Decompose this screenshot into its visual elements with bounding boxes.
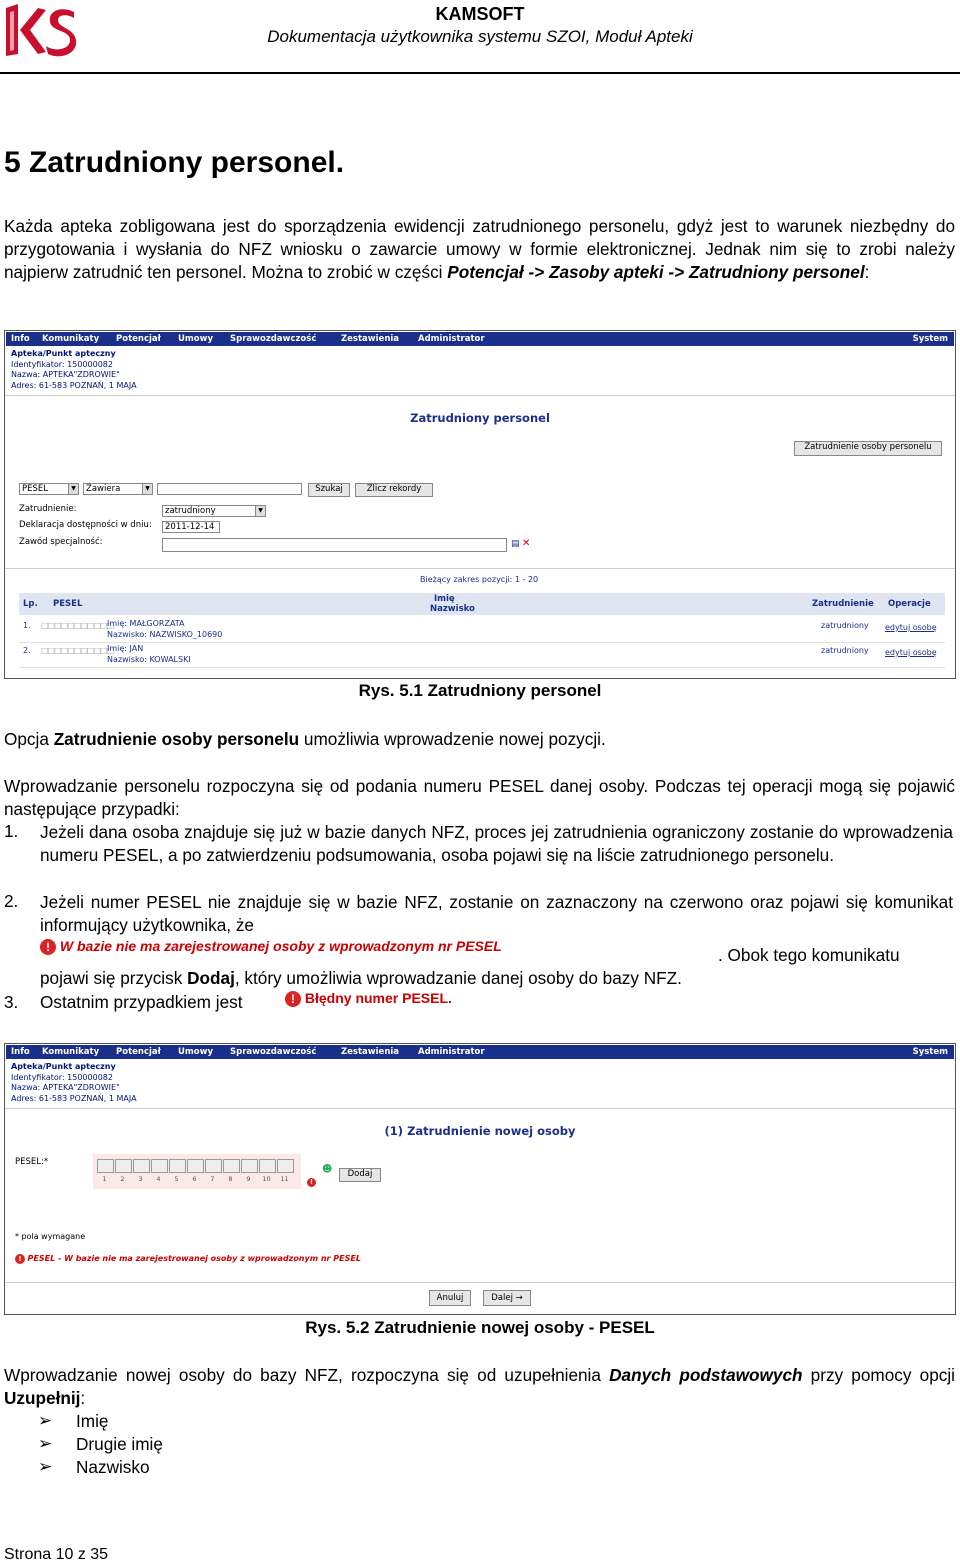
label-deklaracja: Deklaracja dostępności w dniu: bbox=[19, 520, 152, 530]
row-first-name: Imię: MAŁGORZATA bbox=[107, 619, 185, 628]
i2c-pre: pojawi się przycisk bbox=[40, 968, 188, 988]
filter-field-select[interactable] bbox=[19, 483, 79, 495]
menu-system[interactable]: System bbox=[912, 334, 948, 344]
list-number-1: 1. bbox=[4, 821, 19, 841]
chevron-down-icon: ▼ bbox=[142, 484, 152, 494]
edit-person-link[interactable]: edytuj osobę bbox=[885, 648, 937, 657]
filter-field-value: PESEL bbox=[22, 484, 48, 494]
p2-pre: Opcja bbox=[4, 729, 54, 749]
section-title: 5 Zatrudniony personel. bbox=[4, 146, 345, 179]
list-item-2-cont: . Obok tego komunikatu bbox=[718, 945, 900, 965]
info-id: Identyfikator: 150000082 bbox=[11, 1072, 113, 1082]
pesel-digit-input[interactable] bbox=[169, 1159, 186, 1173]
page-number: Strona 10 z 35 bbox=[4, 1546, 109, 1563]
pesel-digit-input[interactable] bbox=[205, 1159, 222, 1173]
menu-sprawozdawczosc[interactable]: Sprawozdawczość bbox=[230, 1047, 317, 1057]
pesel-digit-input[interactable] bbox=[133, 1159, 150, 1173]
info-divider bbox=[5, 395, 955, 396]
info-title: Apteka/Punkt apteczny bbox=[11, 349, 116, 358]
chevron-down-icon: ▼ bbox=[68, 484, 78, 494]
bullet-item: Nazwisko bbox=[76, 1457, 150, 1477]
intro-text: Każda apteka zobligowana jest do sporządzenia ewidencji zatrudnionego personelu, gdyż jest to warunek niezbędny do przygotowania i wysłania do NFZ wniosku o zawarcie umowy w formie elektronicznej. Jednak nim się to zrobi należy najpierw zatrudnić ten personel. Można to zrobić w części bbox=[4, 216, 955, 282]
employment-select[interactable] bbox=[162, 505, 266, 517]
list-icon[interactable]: ▤ bbox=[511, 539, 520, 549]
table-row bbox=[19, 618, 945, 643]
row-last-name: Nazwisko: NAZWISKO_10690 bbox=[107, 630, 223, 639]
bad-pesel-message: Błędny numer PESEL. bbox=[304, 990, 452, 1006]
table-header bbox=[19, 593, 945, 615]
menu-path: Potencjał -> Zasoby apteki -> Zatrudniony personel bbox=[447, 262, 865, 282]
list-item-3: Ostatnim przypadkiem jest bbox=[40, 992, 243, 1012]
error-icon: ! bbox=[40, 939, 56, 955]
employment-value: zatrudniony bbox=[165, 506, 216, 516]
digit-number: 3 bbox=[138, 1175, 143, 1183]
label-pesel: PESEL:* bbox=[15, 1157, 49, 1167]
field-error-icon: ! bbox=[307, 1178, 316, 1187]
error-icon: ! bbox=[285, 991, 301, 1007]
digit-number: 9 bbox=[246, 1175, 251, 1183]
list-number-3: 3. bbox=[4, 992, 19, 1012]
required-note: * pola wymagane bbox=[15, 1232, 86, 1241]
row-last-name: Nazwisko: KOWALSKI bbox=[107, 655, 191, 664]
cancel-button[interactable]: Anuluj bbox=[429, 1290, 471, 1306]
menu-umowy[interactable]: Umowy bbox=[178, 1047, 213, 1057]
p4-basic-data: Danych podstawowych bbox=[609, 1365, 803, 1385]
label-zawod: Zawód specjalność: bbox=[19, 537, 103, 547]
p4-pre: Wprowadzanie nowej osoby do bazy NFZ, rozpoczyna się od uzupełnienia bbox=[4, 1365, 610, 1385]
profession-input[interactable] bbox=[162, 538, 507, 552]
digit-number: 10 bbox=[262, 1175, 271, 1183]
list-item-2: Jeżeli numer PESEL nie znajduje się w bazie NFZ, zostanie on zaznaczony na czerwono oraz pojawi się komunikat informujący użytkownika, że bbox=[40, 892, 953, 935]
screenshot-new-employee bbox=[4, 1043, 956, 1315]
document-subtitle: Dokumentacja użytkownika systemu SZOI, Moduł Apteki bbox=[267, 27, 693, 46]
person-icon: ☻ bbox=[322, 1164, 333, 1175]
add-personnel-button[interactable]: Zatrudnienie osoby personelu bbox=[794, 441, 942, 456]
pharmacy-info bbox=[11, 349, 137, 391]
row-lp: 2. bbox=[23, 646, 31, 655]
col-zatrudnienie: Zatrudnienie bbox=[812, 599, 874, 609]
label-zatrudnienie: Zatrudnienie: bbox=[19, 504, 77, 514]
menu-info[interactable]: Info bbox=[11, 1047, 30, 1057]
arrow-bullet-icon: ➢ bbox=[38, 1411, 53, 1430]
list-number-2: 2. bbox=[4, 891, 19, 911]
info-id: Identyfikator: 150000082 bbox=[11, 359, 113, 369]
screen-title: (1) Zatrudnienie nowej osoby bbox=[384, 1124, 576, 1138]
form-error-text: PESEL - W bazie nie ma zarejestrowanej osoby z wprowadzonym nr PESEL bbox=[27, 1254, 361, 1263]
add-person-button[interactable]: Dodaj bbox=[339, 1168, 381, 1182]
search-button[interactable]: Szukaj bbox=[308, 483, 350, 497]
info-divider bbox=[5, 1108, 955, 1109]
digit-number: 11 bbox=[280, 1175, 289, 1183]
menu-administrator[interactable]: Administrator bbox=[418, 1047, 485, 1057]
i2c-button-name: Dodaj bbox=[187, 968, 235, 988]
pesel-digit-input[interactable] bbox=[97, 1159, 114, 1173]
row-pesel: □□□□□□□□□□□ bbox=[41, 646, 114, 655]
p4-option: Uzupełnij bbox=[4, 1388, 81, 1408]
menu-potencjal[interactable]: Potencjał bbox=[116, 334, 161, 344]
digit-number: 7 bbox=[210, 1175, 215, 1183]
pesel-digit-input[interactable] bbox=[223, 1159, 240, 1173]
declaration-date-input[interactable]: 2011-12-14 bbox=[162, 521, 220, 533]
menu-bar bbox=[6, 1045, 954, 1059]
info-address: Adres: 61-583 POZNAŃ, 1 MAJA bbox=[11, 380, 137, 390]
range-info: Bieżący zakres pozycji: 1 - 20 bbox=[420, 575, 539, 584]
filter-operator-select[interactable] bbox=[83, 483, 153, 495]
no-person-message: W bazie nie ma zarejestrowanej osoby z wprowadzonym nr PESEL bbox=[59, 938, 502, 954]
header-divider bbox=[0, 72, 960, 74]
digit-number: 2 bbox=[120, 1175, 125, 1183]
arrow-bullet-icon: ➢ bbox=[38, 1434, 53, 1453]
screen-title: Zatrudniony personel bbox=[410, 411, 550, 425]
row-status: zatrudniony bbox=[821, 621, 869, 630]
info-name: Nazwa: APTEKA"ZDROWIE" bbox=[11, 370, 120, 379]
edit-person-link[interactable]: edytuj osobę bbox=[885, 623, 937, 632]
footer-divider bbox=[5, 1282, 955, 1283]
pesel-digit-input[interactable] bbox=[115, 1159, 132, 1173]
company-name: KAMSOFT bbox=[435, 4, 525, 24]
row-pesel: □□□□□□□□□□□ bbox=[41, 621, 114, 630]
menu-komunikaty[interactable]: Komunikaty bbox=[42, 1047, 100, 1057]
intro-end: : bbox=[864, 262, 870, 282]
menu-zestawienia[interactable]: Zestawienia bbox=[341, 1047, 400, 1057]
error-icon: ! bbox=[15, 1254, 25, 1264]
p2-option: Zatrudnienie osoby personelu bbox=[53, 729, 300, 749]
list-item-1: Jeżeli dana osoba znajduje się już w bazie danych NFZ, proces jej zatrudnienia ograniczony zostanie do wprowadzenia numeru PESEL, a po zatwierdzeniu podsumowania, osoba pojawi się na liście zatrudnionego personelu. bbox=[40, 822, 953, 865]
form-error bbox=[15, 1254, 361, 1264]
col-operacje: Operacje bbox=[888, 599, 931, 609]
arrow-bullet-icon: ➢ bbox=[38, 1457, 53, 1476]
pesel-digit-input[interactable] bbox=[277, 1159, 294, 1173]
pesel-digit-input[interactable] bbox=[187, 1159, 204, 1173]
list-item-2-end bbox=[40, 968, 682, 989]
bullet-item: Imię bbox=[76, 1411, 109, 1431]
row-lp: 1. bbox=[23, 621, 31, 630]
pesel-digit-input[interactable] bbox=[151, 1159, 168, 1173]
row-first-name: Imię: JAN bbox=[107, 644, 144, 653]
figure-caption-2: Rys. 5.2 Zatrudnienie nowej osoby - PESEL bbox=[305, 1318, 655, 1337]
menu-komunikaty[interactable]: Komunikaty bbox=[42, 334, 100, 344]
menu-bar bbox=[6, 332, 954, 346]
menu-administrator[interactable]: Administrator bbox=[418, 334, 485, 344]
digit-number: 5 bbox=[174, 1175, 179, 1183]
col-pesel[interactable]: PESEL bbox=[53, 599, 83, 609]
filter-divider bbox=[5, 568, 955, 569]
next-button[interactable]: Dalej → bbox=[483, 1290, 531, 1306]
col-nazwisko[interactable]: Nazwisko bbox=[430, 604, 475, 614]
data-entry-paragraph bbox=[4, 1364, 955, 1410]
menu-sprawozdawczosc[interactable]: Sprawozdawczość bbox=[230, 334, 317, 344]
bullet-item: Drugie imię bbox=[76, 1434, 163, 1454]
p2-post: umożliwia wprowadzenie nowej pozycji. bbox=[299, 729, 606, 749]
menu-zestawienia[interactable]: Zestawienia bbox=[341, 334, 400, 344]
info-address: Adres: 61-583 POZNAŃ, 1 MAJA bbox=[11, 1093, 137, 1103]
filter-operator-value: Zawiera bbox=[86, 484, 121, 494]
table-row bbox=[19, 643, 945, 668]
menu-potencjal[interactable]: Potencjał bbox=[116, 1047, 161, 1057]
menu-system[interactable]: System bbox=[912, 1047, 948, 1057]
intro-paragraph bbox=[4, 215, 955, 284]
pesel-digit-input[interactable] bbox=[241, 1159, 258, 1173]
digit-number: 4 bbox=[156, 1175, 161, 1183]
screenshot-personnel-list bbox=[4, 330, 956, 679]
count-records-button[interactable]: Zlicz rekordy bbox=[355, 483, 433, 497]
i2c-post: , który umożliwia wprowadzanie danej osoby do bazy NFZ. bbox=[234, 968, 682, 988]
bad-pesel-image bbox=[285, 990, 452, 1007]
menu-info[interactable]: Info bbox=[11, 334, 30, 344]
digit-number: 6 bbox=[192, 1175, 197, 1183]
p4-mid: przy pomocy opcji bbox=[802, 1365, 955, 1385]
info-title: Apteka/Punkt apteczny bbox=[11, 1062, 116, 1071]
col-lp: Lp. bbox=[23, 599, 38, 609]
pesel-paragraph: Wprowadzanie personelu rozpoczyna się od podania numeru PESEL danej osoby. Podczas tej operacji mogą się pojawić następujące przypadki: bbox=[4, 776, 955, 819]
p4-post: : bbox=[80, 1388, 86, 1408]
pharmacy-info bbox=[11, 1062, 137, 1104]
digit-number: 1 bbox=[102, 1175, 107, 1183]
pesel-digit-input[interactable] bbox=[259, 1159, 276, 1173]
clear-icon[interactable]: ✕ bbox=[522, 538, 531, 549]
error-message-image bbox=[40, 938, 502, 955]
option-paragraph bbox=[4, 728, 955, 751]
menu-umowy[interactable]: Umowy bbox=[178, 334, 213, 344]
chevron-down-icon: ▼ bbox=[255, 506, 265, 516]
row-status: zatrudniony bbox=[821, 646, 869, 655]
digit-number: 8 bbox=[228, 1175, 233, 1183]
filter-value-input[interactable] bbox=[157, 483, 302, 495]
figure-caption-1: Rys. 5.1 Zatrudniony personel bbox=[358, 681, 602, 700]
col-imie[interactable]: Imię bbox=[434, 594, 455, 604]
info-name: Nazwa: APTEKA"ZDROWIE" bbox=[11, 1083, 120, 1092]
